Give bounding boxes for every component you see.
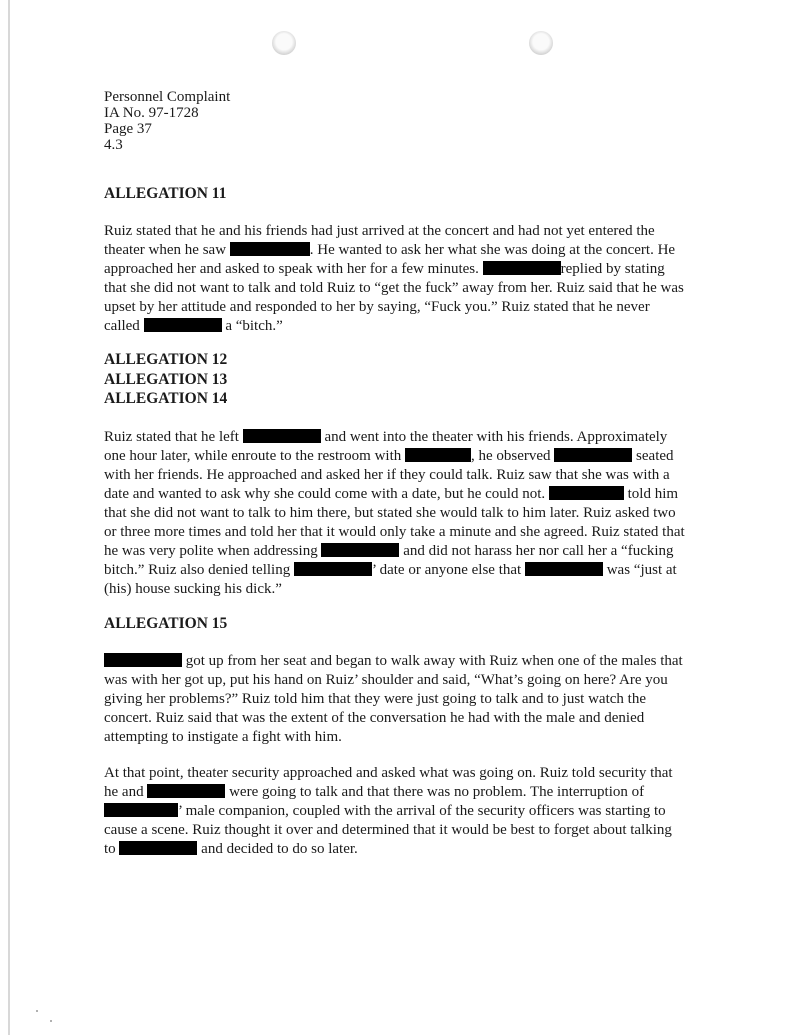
scan-speck [50,1020,52,1022]
text-line: concert. Ruiz said that was the extent of the conversation he had with the male and denied [104,710,645,726]
text-line: ’ male companion, coupled with the arrival of the security officers was starting to [104,802,673,821]
paragraph-allegation-15 [104,652,683,747]
text-line: (his) house sucking his dick.” [104,581,282,597]
text-line: he and were going to talk and that there was no problem. The interruption of [104,784,645,800]
paragraph-allegation-11 [104,222,684,336]
text-line: to and decided to do so later. [104,841,358,857]
redaction-bar [549,486,624,500]
text-line: date and wanted to ask why she could come with a date, but he could not. told him [104,486,679,502]
header-title: Personnel Complaint [104,89,231,105]
scan-speck [36,1010,38,1012]
text-line: or three more times and told her that it would only take a minute and she agreed. Ruiz stated that [104,524,685,540]
text-line: theater when he saw . He wanted to ask her what she was doing at the concert. He [104,242,676,258]
text-line: approached her and asked to speak with her for a few minutes. replied by stating [104,261,665,277]
page-edge-shadow [8,0,10,1035]
redaction-bar [119,841,197,855]
redaction-bar [104,653,182,667]
header-section: 4.3 [104,137,123,153]
text-line: upset by her attitude and responded to her by saying, “Fuck you.” Ruiz stated that he never [104,299,650,315]
heading-allegation-12: ALLEGATION 12 [104,351,228,368]
document-header [104,89,230,153]
header-ia-number: IA No. 97-1728 [104,105,199,121]
punch-hole-right-icon [529,31,553,55]
redaction-bar [483,261,561,275]
text-line: he was very polite when addressing and did not harass her nor call her a “fucking [104,543,674,559]
header-page-number: Page 37 [104,121,152,137]
text-line: got up from her seat and began to walk away with Ruiz when one of the males that [104,652,683,671]
paragraph-allegation-12-14 [104,428,685,599]
text-line: giving her problems?” Ruiz told him that they were just going to talk and to just watch the [104,691,646,707]
text-line: with her friends. He approached and asked her if they could talk. Ruiz saw that she was with a [104,467,670,483]
heading-allegation-11: ALLEGATION 11 [104,185,227,202]
redaction-bar [321,543,399,557]
text-line: Ruiz stated that he and his friends had just arrived at the concert and had not yet entered the [104,223,655,239]
redaction-bar [230,242,310,256]
heading-allegation-13: ALLEGATION 13 [104,371,228,388]
text-line: cause a scene. Ruiz thought it over and determined that it would be best to forget about talking [104,822,672,838]
redaction-bar [243,429,321,443]
text-line: At that point, theater security approached and asked what was going on. Ruiz told security that [104,765,673,781]
text-line: bitch.” Ruiz also denied telling ’ date or anyone else that was “just at [104,562,677,578]
text-line: Ruiz stated that he left and went into the theater with his friends. Approximately [104,429,668,445]
text-line: attempting to instigate a fight with him. [104,729,342,745]
text-line: one hour later, while enroute to the restroom with , he observed seated [104,448,674,464]
redaction-bar [294,562,372,576]
text-line: was with her got up, put his hand on Ruiz’ shoulder and said, “What’s going on here? Are you [104,672,668,688]
paragraph-security [104,764,673,859]
text-line: called a “bitch.” [104,318,283,334]
heading-allegation-14: ALLEGATION 14 [104,390,228,407]
redaction-bar [144,318,222,332]
redaction-bar [147,784,225,798]
heading-allegation-15: ALLEGATION 15 [104,615,228,632]
redaction-bar [104,803,178,817]
redaction-bar [525,562,603,576]
redaction-bar [405,448,471,462]
text-line: that she did not want to talk and told Ruiz to “get the fuck” away from her. Ruiz said that he was [104,280,684,296]
text-line: that she did not want to talk to him there, but stated she would talk to him later. Ruiz asked two [104,505,676,521]
redaction-bar [554,448,632,462]
punch-hole-left-icon [272,31,296,55]
